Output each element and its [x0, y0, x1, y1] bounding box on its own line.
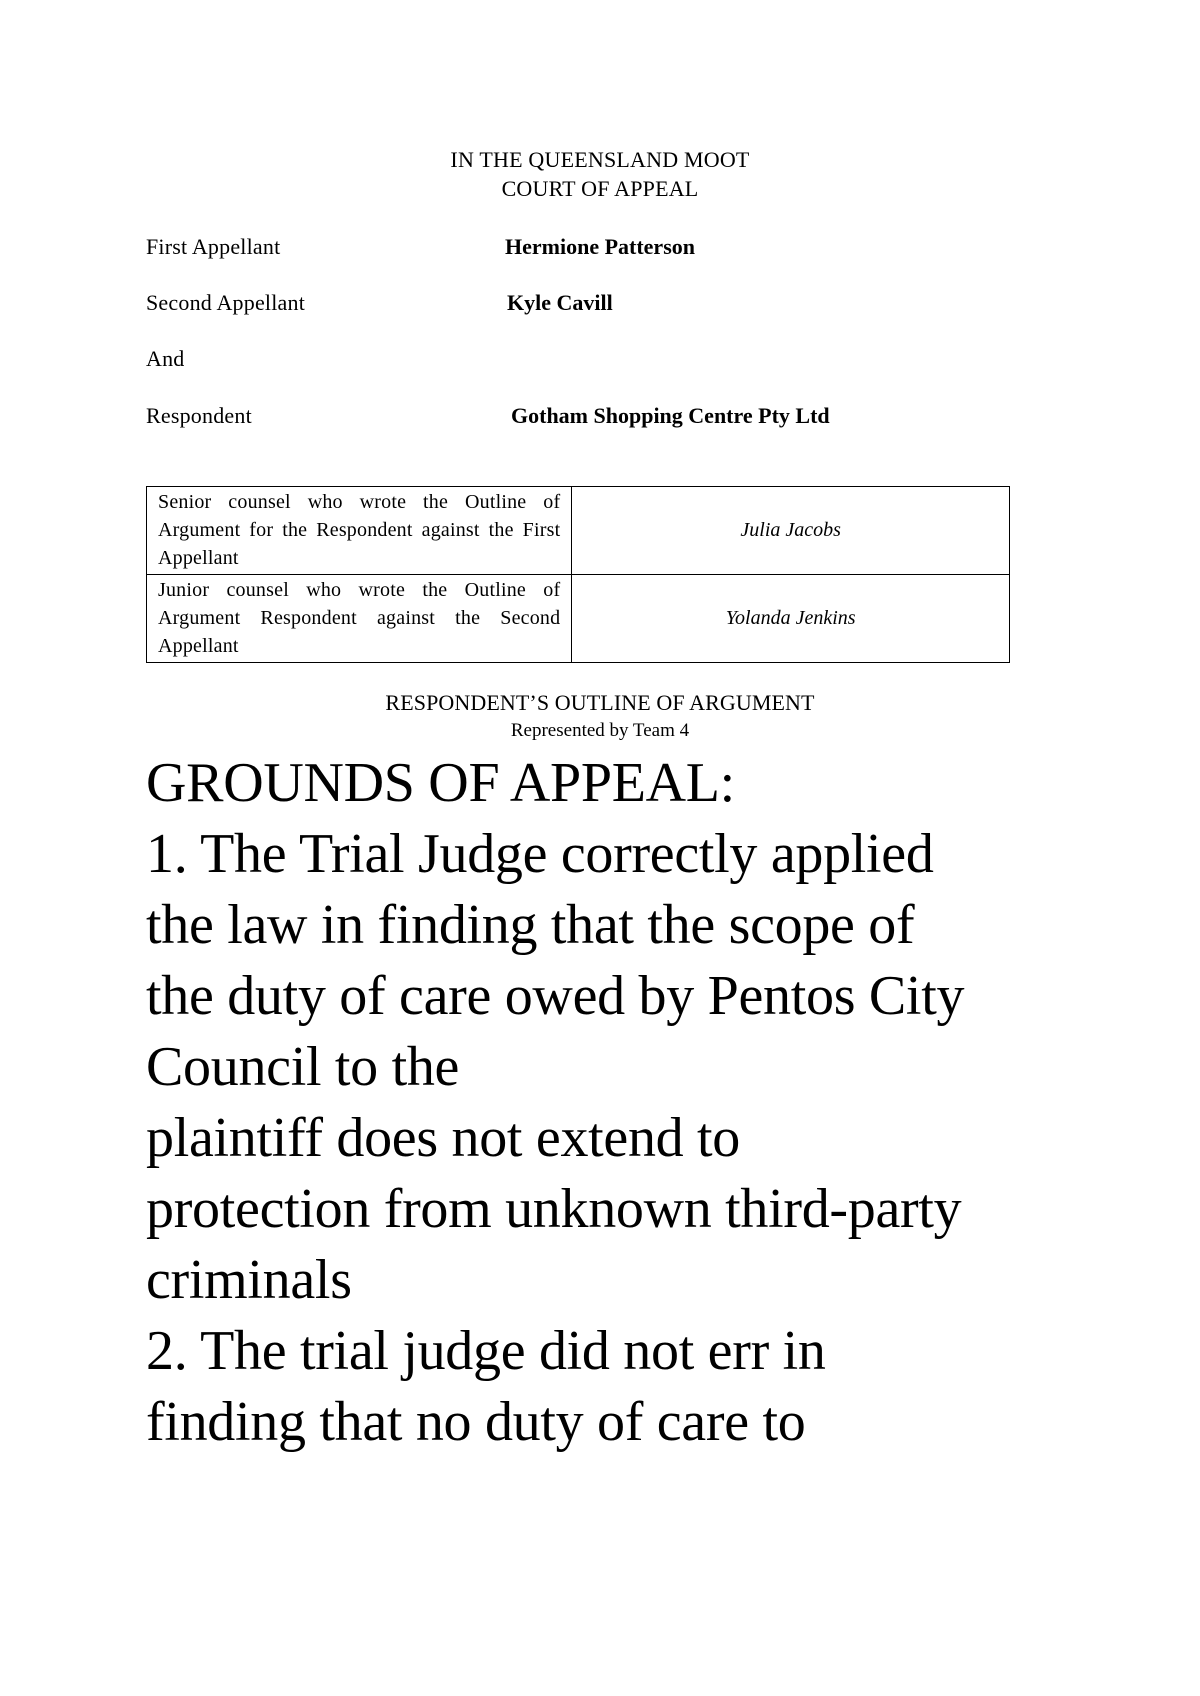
grounds-line: plaintiff does not extend to	[146, 1107, 741, 1169]
party-label: Respondent	[146, 403, 252, 428]
table-row	[147, 487, 1010, 575]
counsel-name-cell: Julia Jacobs	[572, 487, 1010, 575]
party-name: Kyle Cavill	[507, 290, 613, 315]
court-name-line-1: IN THE QUEENSLAND MOOT	[450, 147, 750, 172]
grounds-line: finding that no duty of care to	[146, 1391, 806, 1453]
grounds-line: 2. The trial judge did not err in	[146, 1320, 826, 1382]
grounds-line: criminals	[146, 1249, 352, 1311]
grounds-line: the duty of care owed by Pentos City	[146, 965, 965, 1027]
outline-subtitle: Represented by Team 4	[510, 720, 690, 741]
party-label: First Appellant	[146, 234, 281, 259]
court-name-line-2: COURT OF APPEAL	[501, 176, 699, 201]
table-row	[147, 575, 1010, 663]
grounds-line: 1. The Trial Judge correctly applied	[146, 823, 934, 885]
grounds-of-appeal	[146, 748, 1146, 1458]
party-name: Hermione Patterson	[505, 234, 695, 259]
counsel-role-cell: Junior counsel who wrote the Outline of Argument Respondent against the Second Appellant	[147, 575, 572, 663]
party-row-and	[146, 344, 1046, 374]
grounds-line: Council to the	[146, 1036, 460, 1098]
party-row-respondent	[146, 401, 1046, 431]
grounds-line: the law in finding that the scope of	[146, 894, 915, 956]
party-row-second-appellant	[146, 288, 1046, 318]
party-row-first-appellant	[146, 232, 1046, 262]
counsel-role-cell: Senior counsel who wrote the Outline of Argument for the Respondent against the First Appellant	[147, 487, 572, 575]
grounds-line: protection from unknown third-party	[146, 1178, 962, 1240]
grounds-heading: GROUNDS OF APPEAL:	[146, 752, 735, 814]
party-label: Second Appellant	[146, 290, 306, 315]
party-name: Gotham Shopping Centre Pty Ltd	[511, 403, 830, 428]
outline-title: RESPONDENT’S OUTLINE OF ARGUMENT	[385, 690, 815, 715]
counsel-name-cell: Yolanda Jenkins	[572, 575, 1010, 663]
party-label: And	[146, 346, 185, 371]
counsel-table	[146, 486, 1010, 663]
